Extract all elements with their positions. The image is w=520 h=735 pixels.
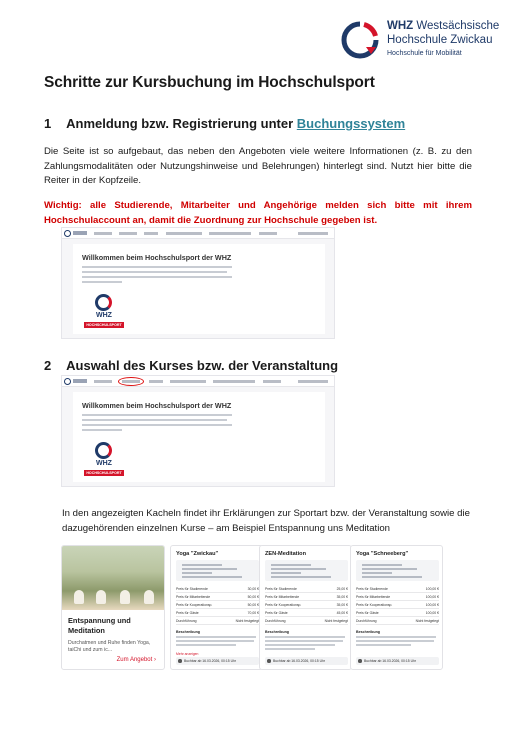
logo-brand-line3: Hochschule für Mobilität bbox=[387, 50, 462, 57]
whz-logo-icon bbox=[340, 20, 380, 60]
schedule-line bbox=[271, 564, 311, 566]
cards-explanation-paragraph: In den angezeigten Kacheln findet ihr Erklärungen zur Sportart bzw. der Veranstaltung sowie die dazugehörenden einzelnen Kurse – am Beispiel Entspannung uns Meditation bbox=[62, 508, 470, 534]
description-label: Beschreibung bbox=[265, 630, 289, 634]
screenshot-nav-item bbox=[259, 232, 277, 235]
price-value: 100,00 € bbox=[425, 587, 439, 591]
photo-figure bbox=[96, 590, 106, 604]
section-1-number: 1 bbox=[44, 116, 52, 131]
course-cards bbox=[61, 545, 460, 670]
screenshot-nav-logo-text bbox=[73, 231, 87, 235]
course-card-title: Yoga "Schneeberg" bbox=[356, 551, 409, 557]
screenshot-nav-logo-text bbox=[73, 379, 87, 383]
course-card-yoga-schneeberg[interactable] bbox=[350, 545, 443, 670]
screenshot-welcome-title: Willkommen beim Hochschulsport der WHZ bbox=[82, 253, 232, 262]
screenshot-nav-item bbox=[119, 232, 137, 235]
screenshot-navbar bbox=[62, 228, 334, 239]
price-label: Preis für Kooperationsp. bbox=[356, 603, 393, 607]
yoga-photo bbox=[62, 546, 165, 610]
booking-date-bar: Buchbar ab 16.03.2026, 00:15 Uhr bbox=[356, 657, 439, 665]
schedule-line bbox=[182, 576, 242, 578]
whz-ring-icon bbox=[95, 294, 112, 311]
screenshot-logo-text: WHZ bbox=[96, 460, 112, 467]
screenshot-logo-bar: HOCHSCHULSPORT bbox=[84, 322, 124, 328]
price-value: Nicht festgelegt bbox=[235, 619, 259, 623]
price-row bbox=[356, 609, 439, 617]
schedule-line bbox=[271, 568, 326, 570]
schedule-line bbox=[271, 572, 301, 574]
screenshot-welcome-title: Willkommen beim Hochschulsport der WHZ bbox=[82, 401, 232, 410]
price-row bbox=[265, 593, 348, 601]
schedule-line bbox=[182, 568, 237, 570]
screenshot-welcome-panel bbox=[73, 392, 325, 482]
section-2-text: Auswahl des Kurses bzw. der Veranstaltung bbox=[66, 358, 339, 373]
price-label: Preis für Studierende bbox=[176, 587, 208, 591]
category-card-entspannung[interactable] bbox=[61, 545, 165, 670]
mehr-anzeigen-link[interactable]: Mehr anzeigen bbox=[176, 652, 199, 656]
description-line bbox=[176, 640, 254, 642]
screenshot-nav-logo-icon bbox=[64, 230, 71, 237]
screenshot-nav-item bbox=[170, 380, 206, 383]
price-value: 100,00 € bbox=[425, 611, 439, 615]
logo-line1 bbox=[387, 20, 499, 32]
chevron-right-icon: › bbox=[154, 657, 156, 663]
screenshot-home-2 bbox=[61, 375, 335, 487]
section-2-heading bbox=[44, 358, 338, 373]
price-row bbox=[356, 585, 439, 593]
section-1-text: Anmeldung bzw. Registrierung unter bbox=[66, 116, 294, 131]
price-label: Durchführung bbox=[265, 619, 286, 623]
price-row bbox=[356, 601, 439, 609]
schedule-line bbox=[182, 564, 222, 566]
course-card-title: Yoga "Zwickau" bbox=[176, 551, 219, 557]
whz-logo bbox=[340, 18, 515, 68]
price-value: 70,00 € bbox=[247, 611, 259, 615]
schedule-line bbox=[362, 572, 392, 574]
price-value: 25,00 € bbox=[336, 587, 348, 591]
price-label: Preis für Gäste bbox=[176, 611, 199, 615]
screenshot-nav-icons bbox=[298, 380, 328, 383]
logo-brand-line1: Westsächsische bbox=[416, 20, 500, 32]
price-row bbox=[176, 593, 259, 601]
screenshot-nav-icons bbox=[298, 232, 328, 235]
category-card-title: Entspannung und Meditation bbox=[68, 616, 131, 635]
price-label: Preis für Mitarbeitende bbox=[176, 595, 211, 599]
screenshot-text-line bbox=[82, 266, 232, 268]
price-row bbox=[356, 593, 439, 601]
price-row bbox=[265, 609, 348, 617]
screenshot-whz-sport-logo bbox=[82, 440, 126, 480]
course-card-title: ZEN-Meditation bbox=[265, 551, 307, 557]
booking-system-link[interactable]: Buchungssystem bbox=[296, 116, 406, 131]
price-label: Preis für Studierende bbox=[356, 587, 388, 591]
description-line bbox=[176, 644, 236, 646]
course-schedule-box bbox=[265, 560, 348, 581]
screenshot-text-line bbox=[82, 419, 227, 421]
price-value: 50,00 € bbox=[247, 595, 259, 599]
screenshot-nav-item bbox=[166, 232, 202, 235]
price-value: Nicht festgelegt bbox=[415, 619, 439, 623]
price-label: Preis für Kooperationsp. bbox=[265, 603, 302, 607]
price-row bbox=[356, 617, 439, 625]
price-value: 100,00 € bbox=[425, 595, 439, 599]
photo-figure bbox=[144, 590, 154, 604]
price-value: 35,00 € bbox=[336, 603, 348, 607]
course-schedule-box bbox=[176, 560, 259, 581]
description-line bbox=[356, 640, 434, 642]
price-row bbox=[265, 617, 348, 625]
screenshot-nav-item bbox=[94, 380, 112, 383]
price-row bbox=[176, 601, 259, 609]
document-title: Schritte zur Kursbuchung im Hochschulsport bbox=[44, 74, 375, 91]
screenshot-nav-item bbox=[209, 232, 251, 235]
description-line bbox=[176, 636, 256, 638]
price-row bbox=[265, 585, 348, 593]
section-2-number: 2 bbox=[44, 358, 52, 373]
highlight-circle bbox=[118, 377, 144, 386]
price-value: 35,00 € bbox=[336, 595, 348, 599]
price-value: 45,00 € bbox=[336, 611, 348, 615]
screenshot-nav-logo-icon bbox=[64, 378, 71, 385]
price-row bbox=[176, 609, 259, 617]
price-row bbox=[265, 601, 348, 609]
price-label: Preis für Mitarbeitende bbox=[265, 595, 300, 599]
screenshot-text-line bbox=[82, 424, 232, 426]
price-label: Preis für Kooperationsp. bbox=[176, 603, 213, 607]
screenshot-text-line bbox=[82, 429, 122, 431]
description-line bbox=[356, 644, 411, 646]
screenshot-text-line bbox=[82, 414, 232, 416]
description-line bbox=[265, 636, 345, 638]
screenshot-text-line bbox=[82, 271, 227, 273]
description-line bbox=[265, 648, 315, 650]
course-schedule-box bbox=[356, 560, 439, 581]
price-label: Preis für Mitarbeitende bbox=[356, 595, 391, 599]
price-row bbox=[176, 585, 259, 593]
schedule-line bbox=[271, 576, 331, 578]
whz-ring-icon bbox=[95, 442, 112, 459]
warning-paragraph: Wichtig: alle Studierende, Mitarbeiter und Angehörige melden sich bitte mit ihrem Hochschulaccount an, damit die Zuordnung zur Hochschule gegeben ist. bbox=[44, 200, 472, 226]
price-value: 30,00 € bbox=[247, 587, 259, 591]
intro-paragraph: Die Seite ist so aufgebaut, das neben den Angeboten viele weitere Informationen (z. B. zu den Zahlungsmodalitäten oder Nutzungshinweise und Belehrungen) hinterlegt sind. Nutzt hier bitte die Reiter in der Kopfzeile. bbox=[44, 146, 472, 187]
screenshot-welcome-panel bbox=[73, 244, 325, 334]
description-label: Beschreibung bbox=[356, 630, 380, 634]
screenshot-logo-text: WHZ bbox=[96, 312, 112, 319]
screenshot-nav-item bbox=[213, 380, 255, 383]
price-label: Durchführung bbox=[176, 619, 197, 623]
schedule-line bbox=[362, 564, 402, 566]
price-value: 100,00 € bbox=[425, 603, 439, 607]
screenshot-nav-item bbox=[149, 380, 163, 383]
logo-brand-line2: Hochschule Zwickau bbox=[387, 34, 493, 46]
price-label: Durchführung bbox=[356, 619, 377, 623]
price-label: Preis für Studierende bbox=[265, 587, 297, 591]
description-line bbox=[265, 640, 343, 642]
zum-angebot-button[interactable] bbox=[117, 657, 156, 663]
screenshot-text-line bbox=[82, 281, 122, 283]
schedule-line bbox=[362, 576, 422, 578]
section-1-heading bbox=[44, 116, 405, 131]
screenshot-navbar bbox=[62, 376, 334, 387]
price-value: 50,00 € bbox=[247, 603, 259, 607]
description-label: Beschreibung bbox=[176, 630, 200, 634]
zum-angebot-label: Zum Angebot bbox=[116, 657, 153, 663]
course-card-zen-meditation[interactable] bbox=[259, 545, 352, 670]
course-card-yoga-zwickau[interactable] bbox=[170, 545, 263, 670]
price-label: Preis für Gäste bbox=[265, 611, 288, 615]
screenshot-text-line bbox=[82, 276, 232, 278]
schedule-line bbox=[362, 568, 417, 570]
price-row bbox=[176, 617, 259, 625]
screenshot-logo-bar: HOCHSCHULSPORT bbox=[84, 470, 124, 476]
description-line bbox=[265, 644, 335, 646]
logo-brand-bold: WHZ bbox=[387, 20, 414, 32]
description-line bbox=[356, 636, 436, 638]
photo-figure bbox=[74, 590, 84, 604]
screenshot-nav-item bbox=[94, 232, 112, 235]
category-card-desc: Durchatmen und Ruhe finden Yoga, taiChi und zum ic... bbox=[68, 640, 151, 653]
screenshot-whz-sport-logo bbox=[82, 292, 126, 332]
price-value: Nicht festgelegt bbox=[324, 619, 348, 623]
booking-date-bar: Buchbar ab 16.03.2026, 00:15 Uhr bbox=[176, 657, 259, 665]
price-label: Preis für Gäste bbox=[356, 611, 379, 615]
schedule-line bbox=[182, 572, 212, 574]
booking-date-bar: Buchbar ab 16.03.2026, 00:15 Uhr bbox=[265, 657, 348, 665]
screenshot-nav-item bbox=[144, 232, 158, 235]
screenshot-nav-item bbox=[263, 380, 281, 383]
screenshot-home-1 bbox=[61, 227, 335, 339]
photo-figure bbox=[120, 590, 130, 604]
